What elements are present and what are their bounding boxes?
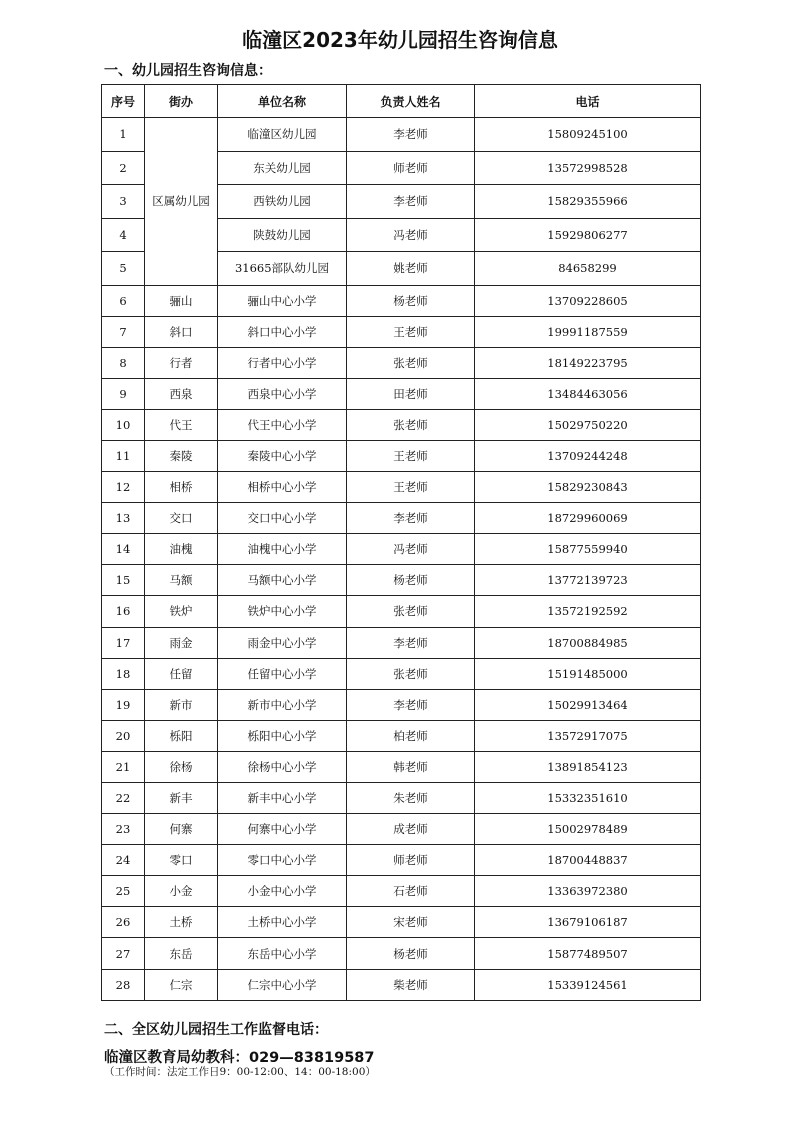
cell-no: 2: [102, 151, 145, 185]
header-phone: 电话: [475, 85, 701, 118]
cell-unit: 零口中心小学: [218, 845, 347, 876]
cell-phone: 18729960069: [475, 503, 701, 534]
cell-contact: 王老师: [347, 440, 475, 471]
cell-district: 新市: [145, 689, 218, 720]
cell-phone: 15339124561: [475, 969, 701, 1000]
cell-phone: 13484463056: [475, 378, 701, 409]
cell-contact: 田老师: [347, 378, 475, 409]
table-header-row: [102, 85, 701, 118]
cell-no: 18: [102, 658, 145, 689]
table-row: [102, 316, 701, 347]
cell-no: 5: [102, 252, 145, 286]
cell-no: 26: [102, 907, 145, 938]
cell-unit: 行者中心小学: [218, 347, 347, 378]
cell-unit: 新丰中心小学: [218, 783, 347, 814]
working-hours-note: （工作时间：法定工作日9：00-12:00、14：00-18:00）: [104, 1066, 376, 1078]
cell-unit: 油槐中心小学: [218, 534, 347, 565]
cell-contact: 杨老师: [347, 285, 475, 316]
cell-unit: 东关幼儿园: [218, 151, 347, 185]
table-row: [102, 814, 701, 845]
section-2-heading: 二、全区幼儿园招生工作监督电话：: [104, 1022, 328, 1038]
cell-unit: 土桥中心小学: [218, 907, 347, 938]
cell-unit: 相桥中心小学: [218, 472, 347, 503]
cell-contact: 冯老师: [347, 534, 475, 565]
table-row: [102, 285, 701, 316]
cell-contact: 宋老师: [347, 907, 475, 938]
cell-phone: 13891854123: [475, 751, 701, 782]
cell-unit: 马额中心小学: [218, 565, 347, 596]
table-row: [102, 347, 701, 378]
cell-phone: 13572998528: [475, 151, 701, 185]
cell-unit: 东岳中心小学: [218, 938, 347, 969]
table-row: [102, 783, 701, 814]
cell-no: 11: [102, 440, 145, 471]
table-row: [102, 118, 701, 152]
cell-district: 行者: [145, 347, 218, 378]
cell-district: 骊山: [145, 285, 218, 316]
cell-contact: 师老师: [347, 151, 475, 185]
cell-contact: 柴老师: [347, 969, 475, 1000]
cell-no: 7: [102, 316, 145, 347]
header-district: 街办: [145, 85, 218, 118]
table-row: [102, 627, 701, 658]
cell-phone: 15029750220: [475, 409, 701, 440]
cell-unit: 仁宗中心小学: [218, 969, 347, 1000]
cell-phone: 13709244248: [475, 440, 701, 471]
table-row: [102, 596, 701, 627]
table-row: [102, 845, 701, 876]
cell-contact: 成老师: [347, 814, 475, 845]
cell-unit: 31665部队幼儿园: [218, 252, 347, 286]
table-row: [102, 503, 701, 534]
supervision-phone: 临潼区教育局幼教科：029—83819587: [104, 1050, 375, 1066]
cell-unit: 西铁幼儿园: [218, 185, 347, 219]
table-row: [102, 907, 701, 938]
cell-no: 8: [102, 347, 145, 378]
cell-district: 仁宗: [145, 969, 218, 1000]
cell-phone: 13679106187: [475, 907, 701, 938]
cell-no: 1: [102, 118, 145, 152]
cell-unit: 小金中心小学: [218, 876, 347, 907]
cell-phone: 15829355966: [475, 185, 701, 219]
table-row: [102, 720, 701, 751]
cell-contact: 冯老师: [347, 218, 475, 252]
cell-unit: 雨金中心小学: [218, 627, 347, 658]
cell-district-group: 区属幼儿园: [145, 118, 218, 286]
cell-unit: 骊山中心小学: [218, 285, 347, 316]
section-1-heading: 一、幼儿园招生咨询信息：: [104, 63, 272, 79]
cell-no: 12: [102, 472, 145, 503]
cell-unit: 陕鼓幼儿园: [218, 218, 347, 252]
cell-district: 油槐: [145, 534, 218, 565]
cell-phone: 15929806277: [475, 218, 701, 252]
cell-district: 代王: [145, 409, 218, 440]
table-row: [102, 876, 701, 907]
header-unit: 单位名称: [218, 85, 347, 118]
cell-no: 17: [102, 627, 145, 658]
table-row: [102, 938, 701, 969]
cell-contact: 姚老师: [347, 252, 475, 286]
cell-no: 24: [102, 845, 145, 876]
cell-contact: 李老师: [347, 185, 475, 219]
cell-contact: 石老师: [347, 876, 475, 907]
table-row: [102, 409, 701, 440]
cell-phone: 15029913464: [475, 689, 701, 720]
cell-phone: 13709228605: [475, 285, 701, 316]
table-row: [102, 534, 701, 565]
cell-no: 4: [102, 218, 145, 252]
cell-district: 小金: [145, 876, 218, 907]
cell-contact: 韩老师: [347, 751, 475, 782]
cell-district: 相桥: [145, 472, 218, 503]
cell-no: 16: [102, 596, 145, 627]
table-row: [102, 658, 701, 689]
cell-district: 零口: [145, 845, 218, 876]
cell-district: 何寨: [145, 814, 218, 845]
cell-district: 交口: [145, 503, 218, 534]
cell-no: 13: [102, 503, 145, 534]
cell-unit: 铁炉中心小学: [218, 596, 347, 627]
cell-no: 23: [102, 814, 145, 845]
cell-district: 栎阳: [145, 720, 218, 751]
cell-no: 27: [102, 938, 145, 969]
cell-contact: 王老师: [347, 472, 475, 503]
cell-no: 28: [102, 969, 145, 1000]
cell-unit: 交口中心小学: [218, 503, 347, 534]
cell-no: 6: [102, 285, 145, 316]
table-row: [102, 689, 701, 720]
cell-district: 铁炉: [145, 596, 218, 627]
cell-phone: 15877489507: [475, 938, 701, 969]
cell-phone: 19991187559: [475, 316, 701, 347]
cell-phone: 13572192592: [475, 596, 701, 627]
cell-contact: 李老师: [347, 503, 475, 534]
cell-contact: 张老师: [347, 596, 475, 627]
cell-phone: 13572917075: [475, 720, 701, 751]
cell-unit: 临潼区幼儿园: [218, 118, 347, 152]
table-row: [102, 969, 701, 1000]
cell-no: 19: [102, 689, 145, 720]
cell-unit: 西泉中心小学: [218, 378, 347, 409]
cell-phone: 15877559940: [475, 534, 701, 565]
cell-contact: 李老师: [347, 118, 475, 152]
cell-contact: 张老师: [347, 658, 475, 689]
page-title: 临潼区2023年幼儿园招生咨询信息: [242, 28, 558, 52]
cell-district: 东岳: [145, 938, 218, 969]
table-row: [102, 565, 701, 596]
cell-unit: 何寨中心小学: [218, 814, 347, 845]
cell-contact: 张老师: [347, 409, 475, 440]
cell-no: 15: [102, 565, 145, 596]
cell-district: 斜口: [145, 316, 218, 347]
cell-phone: 15002978489: [475, 814, 701, 845]
cell-no: 9: [102, 378, 145, 409]
cell-contact: 李老师: [347, 627, 475, 658]
table-row: [102, 440, 701, 471]
cell-contact: 朱老师: [347, 783, 475, 814]
cell-no: 20: [102, 720, 145, 751]
cell-phone: 18700448837: [475, 845, 701, 876]
cell-district: 雨金: [145, 627, 218, 658]
header-contact: 负责人姓名: [347, 85, 475, 118]
cell-phone: 13363972380: [475, 876, 701, 907]
cell-phone: 18149223795: [475, 347, 701, 378]
cell-district: 任留: [145, 658, 218, 689]
table-row: [102, 378, 701, 409]
cell-unit: 徐杨中心小学: [218, 751, 347, 782]
cell-unit: 栎阳中心小学: [218, 720, 347, 751]
cell-district: 秦陵: [145, 440, 218, 471]
cell-no: 3: [102, 185, 145, 219]
table-row: [102, 751, 701, 782]
cell-contact: 李老师: [347, 689, 475, 720]
cell-no: 14: [102, 534, 145, 565]
cell-unit: 新市中心小学: [218, 689, 347, 720]
cell-no: 21: [102, 751, 145, 782]
cell-phone: 15829230843: [475, 472, 701, 503]
cell-no: 25: [102, 876, 145, 907]
cell-district: 马额: [145, 565, 218, 596]
cell-no: 22: [102, 783, 145, 814]
cell-unit: 秦陵中心小学: [218, 440, 347, 471]
cell-district: 土桥: [145, 907, 218, 938]
table-row: [102, 472, 701, 503]
cell-contact: 杨老师: [347, 938, 475, 969]
enrollment-table: [101, 84, 701, 1001]
cell-contact: 杨老师: [347, 565, 475, 596]
cell-district: 新丰: [145, 783, 218, 814]
cell-phone: 15191485000: [475, 658, 701, 689]
cell-contact: 张老师: [347, 347, 475, 378]
cell-phone: 15809245100: [475, 118, 701, 152]
cell-phone: 84658299: [475, 252, 701, 286]
cell-phone: 15332351610: [475, 783, 701, 814]
header-no: 序号: [102, 85, 145, 118]
cell-district: 西泉: [145, 378, 218, 409]
cell-unit: 任留中心小学: [218, 658, 347, 689]
cell-unit: 斜口中心小学: [218, 316, 347, 347]
cell-unit: 代王中心小学: [218, 409, 347, 440]
cell-contact: 柏老师: [347, 720, 475, 751]
cell-phone: 18700884985: [475, 627, 701, 658]
cell-district: 徐杨: [145, 751, 218, 782]
cell-no: 10: [102, 409, 145, 440]
cell-contact: 王老师: [347, 316, 475, 347]
cell-contact: 师老师: [347, 845, 475, 876]
cell-phone: 13772139723: [475, 565, 701, 596]
